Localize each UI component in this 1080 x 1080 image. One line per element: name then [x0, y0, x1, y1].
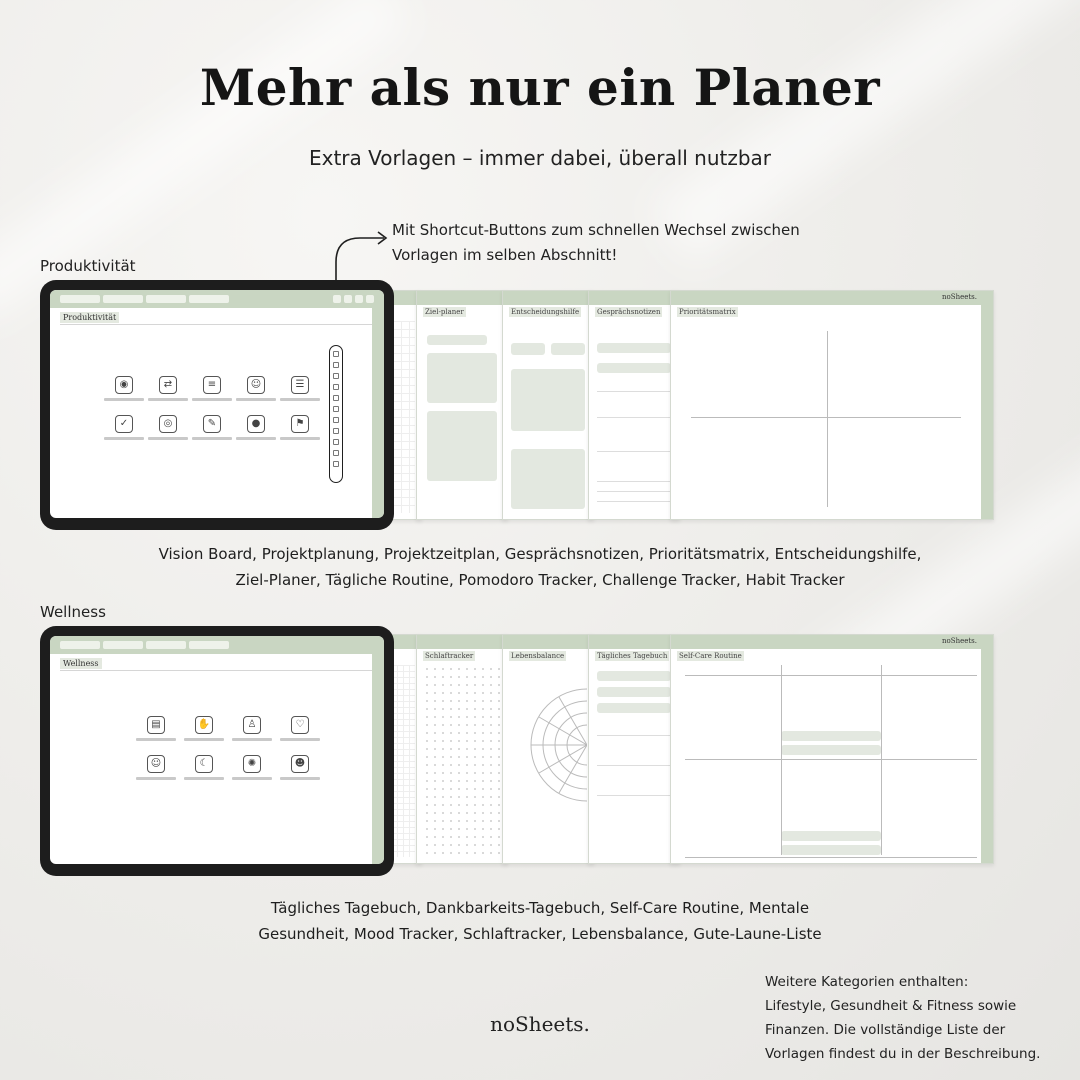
list-icon: ☰ [291, 376, 309, 394]
page-title-label: Gesprächsnotizen [597, 308, 661, 316]
page-title-label: Prioritätsmatrix [679, 308, 736, 316]
page-title-label: Schlaftracker [425, 652, 474, 660]
caption-line-1: Tägliches Tagebuch, Dankbarkeits-Tagebuch, Self-Care Routine, Mentale [270, 899, 810, 917]
note-line-1: Weitere Kategorien enthalten: [765, 974, 969, 990]
section-label-produktivitaet: Produktivität [40, 257, 136, 275]
tab[interactable] [103, 295, 143, 303]
tomato-icon: ● [247, 415, 265, 433]
flow-icon: ⇄ [159, 376, 177, 394]
page-lebensbalance[interactable] [502, 634, 594, 864]
callout-line-2: Vorlagen im selben Abschnitt! [392, 246, 618, 264]
tab[interactable] [189, 295, 229, 303]
moon-icon: ☾ [195, 755, 213, 773]
productivity-page-strip [330, 290, 994, 520]
page-prioritaetsmatrix[interactable] [670, 290, 994, 520]
template-entscheidungshilfe[interactable] [106, 415, 142, 440]
target-icon: ◎ [159, 415, 177, 433]
caption-line-2: Ziel-Planer, Tägliche Routine, Pomodoro Tracker, Challenge Tracker, Habit Tracker [235, 571, 845, 589]
more-categories-note [765, 970, 1065, 1066]
template-self-care-routine[interactable] [234, 716, 270, 741]
page-title-label: Lebensbalance [511, 652, 565, 660]
template-projektplanung[interactable] [150, 376, 186, 401]
wheel-icon: ✺ [243, 755, 261, 773]
happy-list-icon: ☻ [291, 755, 309, 773]
shortcut-button[interactable] [333, 428, 339, 434]
shortcut-button[interactable] [333, 395, 339, 401]
template-icon-grid [106, 376, 318, 440]
tab[interactable] [60, 641, 100, 649]
check-icon: ✓ [115, 415, 133, 433]
shortcut-button[interactable] [333, 373, 339, 379]
pencil-icon: ✎ [203, 415, 221, 433]
template-schlaftracker[interactable] [186, 755, 222, 780]
shortcut-button[interactable] [333, 439, 339, 445]
toolbar-button[interactable] [355, 295, 363, 303]
shortcut-callout [392, 218, 852, 268]
screen-title: Produktivität [60, 312, 119, 323]
template-vision-board[interactable] [106, 376, 142, 401]
toolbar-button[interactable] [333, 295, 341, 303]
template-taegliche-routine[interactable] [194, 415, 230, 440]
template-mood-tracker[interactable] [138, 755, 174, 780]
template-gute-laune-liste[interactable] [282, 755, 318, 780]
template-mentale-gesundheit[interactable] [282, 716, 318, 741]
note-line-2: Lifestyle, Gesundheit & Fitness sowie [765, 998, 1017, 1014]
timeline-icon: ≡ [203, 376, 221, 394]
shortcut-button[interactable] [333, 417, 339, 423]
productivity-caption [60, 541, 1020, 593]
caption-line-2: Gesundheit, Mood Tracker, Schlaftracker, Lebensbalance, Gute-Laune-Liste [258, 925, 822, 943]
caption-line-1: Vision Board, Projektplanung, Projektzeitplan, Gesprächsnotizen, Prioritätsmatrix, Entscheidungshilfe, [158, 545, 922, 563]
page-subtitle: Extra Vorlagen – immer dabei, überall nutzbar [308, 146, 772, 170]
note-line-4: Vorlagen findest du in der Beschreibung. [765, 1046, 1041, 1062]
brand-logo: noSheets. [490, 1012, 590, 1036]
ladder-icon: ⚑ [291, 415, 309, 433]
tablet-screen [50, 636, 384, 864]
page-ziel-planer[interactable] [416, 290, 508, 520]
shortcut-button[interactable] [333, 362, 339, 368]
tab[interactable] [189, 641, 229, 649]
section-label-wellness: Wellness [40, 603, 106, 621]
page-title-label: Entscheidungshilfe [511, 308, 580, 316]
toolbar-button[interactable] [344, 295, 352, 303]
tablet-wellness [40, 626, 394, 876]
person-icon: ♙ [243, 716, 261, 734]
screen-title: Wellness [60, 658, 102, 669]
template-icon-grid [138, 716, 318, 780]
page-entscheidungshilfe[interactable] [502, 290, 594, 520]
tab-bar [50, 290, 384, 308]
callout-line-1: Mit Shortcut-Buttons zum schnellen Wechsel zwischen [392, 221, 800, 239]
tab-bar [50, 636, 384, 654]
page-taegliches-tagebuch[interactable] [588, 634, 680, 864]
meeting-icon: ☺ [247, 376, 265, 394]
hands-icon: ✋ [195, 716, 213, 734]
template-lebensbalance[interactable] [234, 755, 270, 780]
side-tab-strip[interactable] [372, 308, 384, 518]
template-pomodoro[interactable] [238, 415, 274, 440]
mini-logo: noSheets. [942, 637, 977, 645]
page-gespraechsnotizen[interactable] [588, 290, 680, 520]
tab[interactable] [146, 641, 186, 649]
wellness-caption [60, 895, 1020, 947]
template-challenge[interactable] [282, 415, 318, 440]
heart-brain-icon: ♡ [291, 716, 309, 734]
template-dankbarkeits-tagebuch[interactable] [186, 716, 222, 741]
shortcut-button[interactable] [333, 406, 339, 412]
template-taegliches-tagebuch[interactable] [138, 716, 174, 741]
tab[interactable] [103, 641, 143, 649]
page-title-label: Ziel-planer [425, 308, 464, 316]
wellness-page-strip [330, 634, 994, 864]
page-title-label: Self-Care Routine [679, 652, 742, 660]
journal-icon: ▤ [147, 716, 165, 734]
note-line-3: Finanzen. Die vollständige Liste der [765, 1022, 1006, 1038]
smile-icon: ☺ [147, 755, 165, 773]
eye-icon: ◉ [115, 376, 133, 394]
template-gespraechsnotizen[interactable] [238, 376, 274, 401]
template-prioritaetsmatrix[interactable] [282, 376, 318, 401]
shortcut-button[interactable] [333, 450, 339, 456]
page-self-care-routine[interactable] [670, 634, 994, 864]
shortcut-button[interactable] [333, 461, 339, 467]
mini-logo: noSheets. [942, 293, 977, 301]
side-tab-strip[interactable] [372, 654, 384, 864]
toolbar-button[interactable] [366, 295, 374, 303]
page-title: Mehr als nur ein Planer [199, 58, 881, 117]
tab[interactable] [146, 295, 186, 303]
shortcut-button[interactable] [333, 384, 339, 390]
template-ziel-planer[interactable] [150, 415, 186, 440]
shortcut-buttons[interactable] [329, 345, 343, 483]
tab[interactable] [60, 295, 100, 303]
page-title-label: Tägliches Tagebuch [597, 652, 668, 660]
template-projektzeitplan[interactable] [194, 376, 230, 401]
shortcut-button[interactable] [333, 351, 339, 357]
page-schlaftracker[interactable] [416, 634, 508, 864]
